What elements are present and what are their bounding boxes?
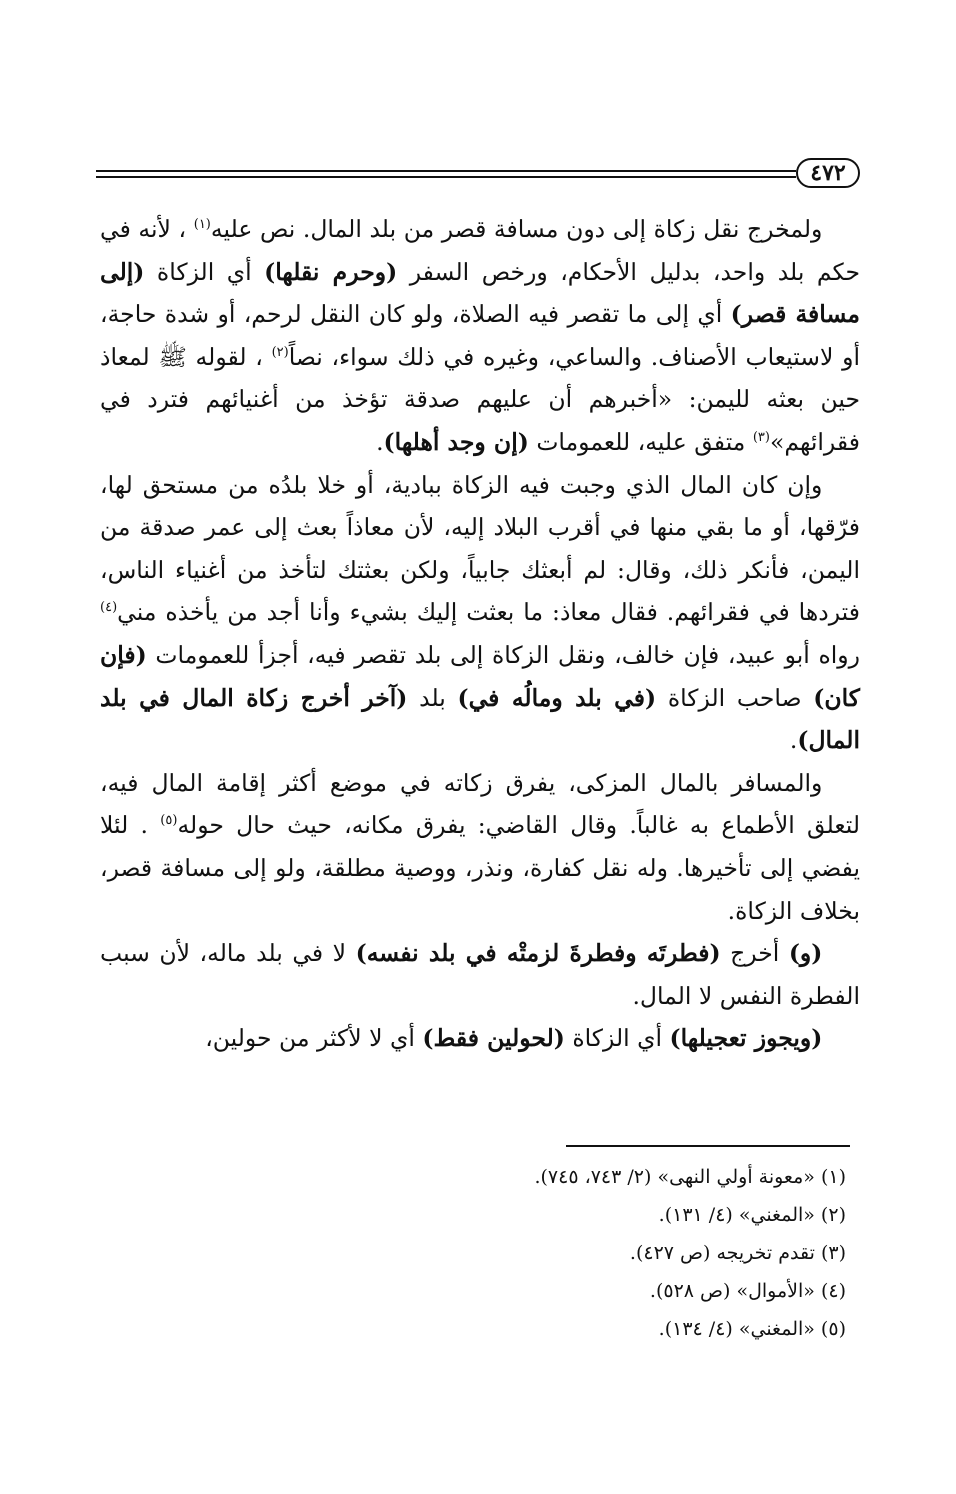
text-segment: لا في بلد ماله، لأن سبب الفطرة النفس لا المال. — [100, 939, 860, 1010]
footnote-ref: (٤) — [100, 600, 118, 616]
footnote-ref: (١) — [193, 217, 211, 233]
text-segment: رواه أبو عبيد، فإن خالف، ونقل الزكاة إلى بلد تقصر فيه، أجزأ للعمومات — [146, 640, 860, 669]
header-rule — [96, 176, 796, 178]
bold-text: (إن وجد أهلها) — [383, 427, 529, 456]
footnote-ref: (٢) — [271, 344, 289, 360]
bold-text: (ويجوز تعجيلها) — [669, 1024, 823, 1053]
page-header — [96, 158, 860, 198]
text-segment: أي إلى ما تقصر فيه الصلاة، ولو كان النقل لرحم، أو شدة حاجة، أو لاستيعاب الأصناف. والساعي، وغيره في ذلك سواء، نصاً — [100, 300, 860, 371]
footnote-ref: (٣) — [752, 430, 770, 446]
main-text — [100, 208, 860, 1060]
text-segment: ، لأنه في حكم بلد واحد، بدليل الأحكام، ورخص السفر — [100, 215, 861, 286]
text-segment: . — [376, 427, 384, 456]
bold-text: (و) — [788, 939, 823, 968]
footnote-separator — [566, 1145, 850, 1147]
bold-text: (في بلد ومالُه في) — [457, 683, 657, 712]
footnote: (١) «معونة أولي النهى» (٢/ ٧٤٣، ٧٤٥). — [534, 1166, 846, 1188]
text-segment: أي الزكاة — [144, 257, 265, 286]
text-segment: أي لا لأكثر من حولين، — [205, 1024, 423, 1053]
bold-text: (آخر أخرج زكاة المال في بلد المال) — [100, 683, 860, 755]
paragraph — [100, 932, 860, 1017]
text-segment: أخرج — [720, 939, 789, 968]
paragraph — [100, 762, 860, 932]
footnotes — [126, 1158, 846, 1348]
page-number: ٤٧٢ — [796, 158, 860, 188]
footnote: (٢) «المغني» (٤/ ١٣١). — [658, 1204, 846, 1226]
paragraph — [100, 208, 860, 464]
text-segment: ، لقوله ﷺ لمعاذ حين بعثه لليمن: «أخبرهم أن عليهم صدقة تؤخذ من أغنيائهم فترد في فقرائهم» — [100, 342, 860, 456]
bold-text: (وحرم نقلها) — [264, 257, 398, 286]
text-segment: أي الزكاة — [564, 1024, 670, 1053]
text-segment: صاحب الزكاة — [656, 683, 814, 712]
header-rule — [96, 170, 796, 172]
text-segment: ولمخرج نقل زكاة إلى دون مسافة قصر من بلد المال. نص عليه — [210, 215, 823, 243]
bold-text: (فإن كان) — [100, 640, 860, 712]
text-segment: . لئلا يفضي إلى تأخيرها. وله نقل كفارة، ونذر، ووصية مطلقة، ولو إلى مسافة قصر، بخلاف الزكاة. — [100, 811, 860, 925]
footnote: (٣) تقدم تخريجه (ص ٤٢٧). — [629, 1242, 846, 1264]
text-segment: بلد — [407, 683, 458, 712]
paragraph — [100, 464, 860, 762]
paragraph — [100, 1017, 860, 1060]
bold-text: (إلى مسافة قصر) — [100, 257, 860, 329]
bold-text: (لحولين فقط) — [422, 1024, 565, 1053]
text-segment: والمسافر بالمال المزكى، يفرق زكاته في موضع أكثر إقامة المال فيه، لتعلق الأطماع به غالباً. وقال القاضي: يفرق مكانه، حيث حال حوله — [100, 768, 860, 840]
text-segment: وإن كان المال الذي وجبت فيه الزكاة ببادية، أو خلا بلدُه من مستحق لها، فرّقها، أو ما بقي منها في أقرب البلاد إليه، لأن معاذاً بعث إلى عمر صدقة من اليمن، فأنكر ذلك، وقال: لم أبعثك جابياً، ولكن بعثتك لتأخذ من أغنياء الناس، فتردها في فقرائهم. فقال معاذ: ما بعثت إليك بشيء وأنا أجد من يأخذه مني — [100, 470, 860, 627]
footnote: (٥) «المغني» (٤/ ١٣٤). — [658, 1318, 846, 1340]
bold-text: (فطرتَه وفطرةَ لزمتْه في بلد نفسه) — [355, 939, 721, 968]
text-segment: . — [789, 726, 798, 755]
footnote: (٤) «الأموال» (ص ٥٢٨). — [649, 1280, 846, 1302]
text-segment: متفق عليه، للعمومات — [528, 427, 753, 456]
footnote-ref: (٥) — [160, 813, 178, 829]
